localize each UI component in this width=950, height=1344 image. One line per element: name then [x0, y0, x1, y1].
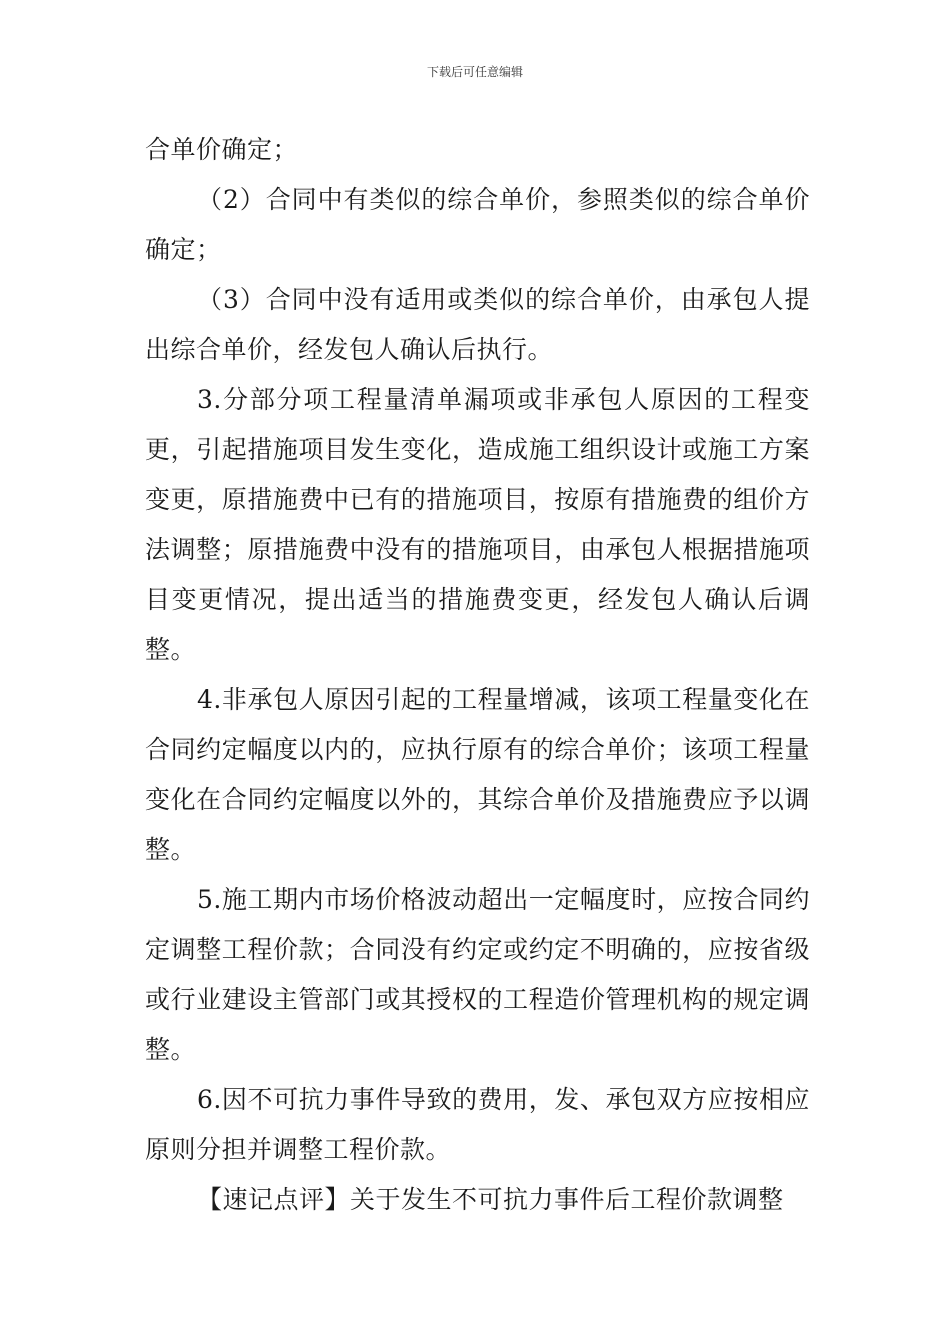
- paragraph-8: 【速记点评】关于发生不可抗力事件后工程价款调整: [197, 1185, 784, 1214]
- page-header: 下载后可任意编辑: [426, 65, 523, 79]
- paragraph-3: （3）合同中没有适用或类似的综合单价，由承包人提出综合单价，经发包人确认后执行。: [145, 285, 810, 364]
- paragraph-2: （2）合同中有类似的综合单价，参照类似的综合单价确定；: [145, 185, 810, 264]
- paragraph-4: 3.分部分项工程量清单漏项或非承包人原因的工程变更，引起措施项目发生变化，造成施工组织设计或施工方案变更，原措施费中已有的措施项目，按原有措施费的组价方法调整；原措施费中没有的措施项目，由承包人根据措施项目变更情况，提出适当的措施费变更，经发包人确认后调整。: [145, 385, 810, 664]
- paragraph-1: 合单价确定；: [145, 135, 299, 164]
- paragraph-7: 6.因不可抗力事件导致的费用，发、承包双方应按相应原则分担并调整工程价款。: [145, 1085, 810, 1164]
- document-body: [145, 125, 810, 1225]
- paragraph-5: 4.非承包人原因引起的工程量增减，该项工程量变化在合同约定幅度以内的，应执行原有的综合单价；该项工程量变化在合同约定幅度以外的，其综合单价及措施费应予以调整。: [145, 685, 810, 864]
- paragraph-6: 5.施工期内市场价格波动超出一定幅度时，应按合同约定调整工程价款；合同没有约定或约定不明确的，应按省级或行业建设主管部门或其授权的工程造价管理机构的规定调整。: [145, 885, 810, 1064]
